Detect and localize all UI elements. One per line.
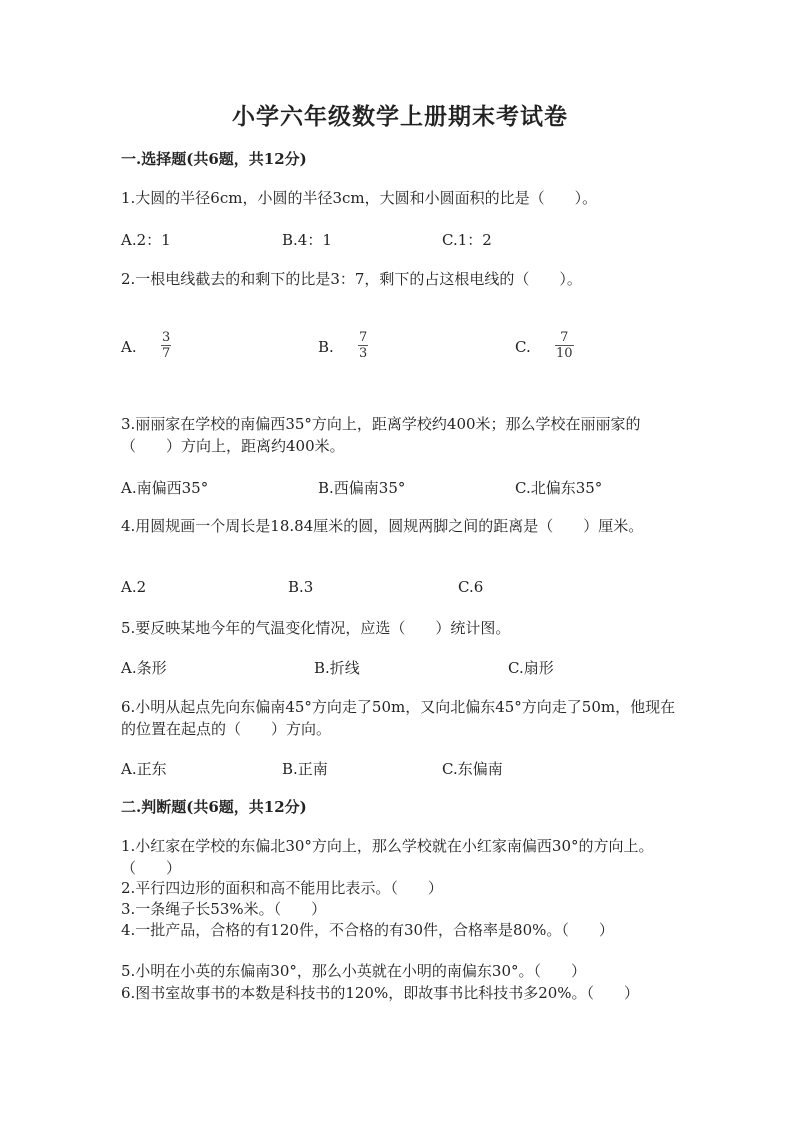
judgement-question-5: 5.小明在小英的东偏南30°，那么小英就在小明的南偏东30°。（ ） — [121, 962, 586, 980]
fraction-numerator: 7 — [359, 330, 368, 345]
question-4: 4.用圆规画一个周长是18.84厘米的圆，圆规两脚之间的距离是（ ）厘米。 — [121, 517, 644, 535]
q2-option-c-label: C. — [515, 338, 531, 356]
q5-option-c: C.扇形 — [508, 659, 554, 677]
q4-option-a: A.2 — [121, 578, 147, 596]
q3-option-b: B.西偏南35° — [318, 479, 406, 497]
q2-option-b-label: B. — [318, 338, 334, 356]
question-6: 6.小明从起点先向东偏南45°方向走了50m，又向北偏东45°方向走了50m，他现在的位置在起点的（ ）方向。 — [121, 698, 676, 738]
q1-option-a: A.2：1 — [121, 231, 171, 249]
judgement-question-3: 3.一条绳子长53%米。（ ） — [121, 900, 327, 918]
question-1: 1.大圆的半径6cm，小圆的半径3cm，大圆和小圆面积的比是（ ）。 — [121, 189, 598, 207]
judgement-question-4: 4.一批产品，合格的有120件，不合格的有30件，合格率是80%。（ ） — [121, 921, 614, 939]
q3-option-a: A.南偏西35° — [121, 479, 209, 497]
section-heading-judgement: 二.判断题(共6题，共12分) — [121, 798, 307, 816]
judgement-question-2: 2.平行四边形的面积和高不能用比表示。（ ） — [121, 879, 443, 897]
q1-option-c: C.1：2 — [442, 231, 492, 249]
q6-option-b: B.正南 — [282, 760, 328, 778]
q5-option-b: B.折线 — [314, 659, 360, 677]
fraction-numerator: 3 — [162, 330, 171, 345]
page-title: 小学六年级数学上册期末考试卷 — [232, 103, 568, 130]
fraction — [161, 330, 171, 361]
q2-option-a-label: A. — [121, 338, 137, 356]
q4-option-c: C.6 — [458, 578, 484, 596]
fraction-denominator: 3 — [359, 346, 368, 361]
fraction — [358, 330, 368, 361]
question-2: 2.一根电线截去的和剩下的比是3：7，剩下的占这根电线的（ ）。 — [121, 270, 582, 288]
q3-option-c: C.北偏东35° — [515, 479, 603, 497]
fraction — [555, 330, 574, 361]
question-5: 5.要反映某地今年的气温变化情况，应选（ ）统计图。 — [121, 619, 511, 637]
q6-option-a: A.正东 — [121, 760, 167, 778]
q6-option-c: C.东偏南 — [442, 760, 503, 778]
fraction-denominator: 10 — [556, 346, 573, 361]
section-heading-choice: 一.选择题(共6题，共12分) — [121, 150, 307, 168]
judgement-question-1: 1.小红家在学校的东偏北30°方向上，那么学校就在小红家南偏西30°的方向上。（ ） — [121, 837, 654, 877]
q5-option-a: A.条形 — [121, 659, 167, 677]
judgement-question-6: 6.图书室故事书的本数是科技书的120%，即故事书比科技书多20%。（ ） — [121, 984, 640, 1002]
q1-option-b: B.4：1 — [282, 231, 332, 249]
question-3: 3.丽丽家在学校的南偏西35°方向上，距离学校约400米；那么学校在丽丽家的（ ）方向上，距离约400米。 — [121, 415, 641, 455]
fraction-numerator: 7 — [555, 330, 574, 346]
fraction-denominator: 7 — [162, 346, 171, 361]
q4-option-b: B.3 — [288, 578, 314, 596]
